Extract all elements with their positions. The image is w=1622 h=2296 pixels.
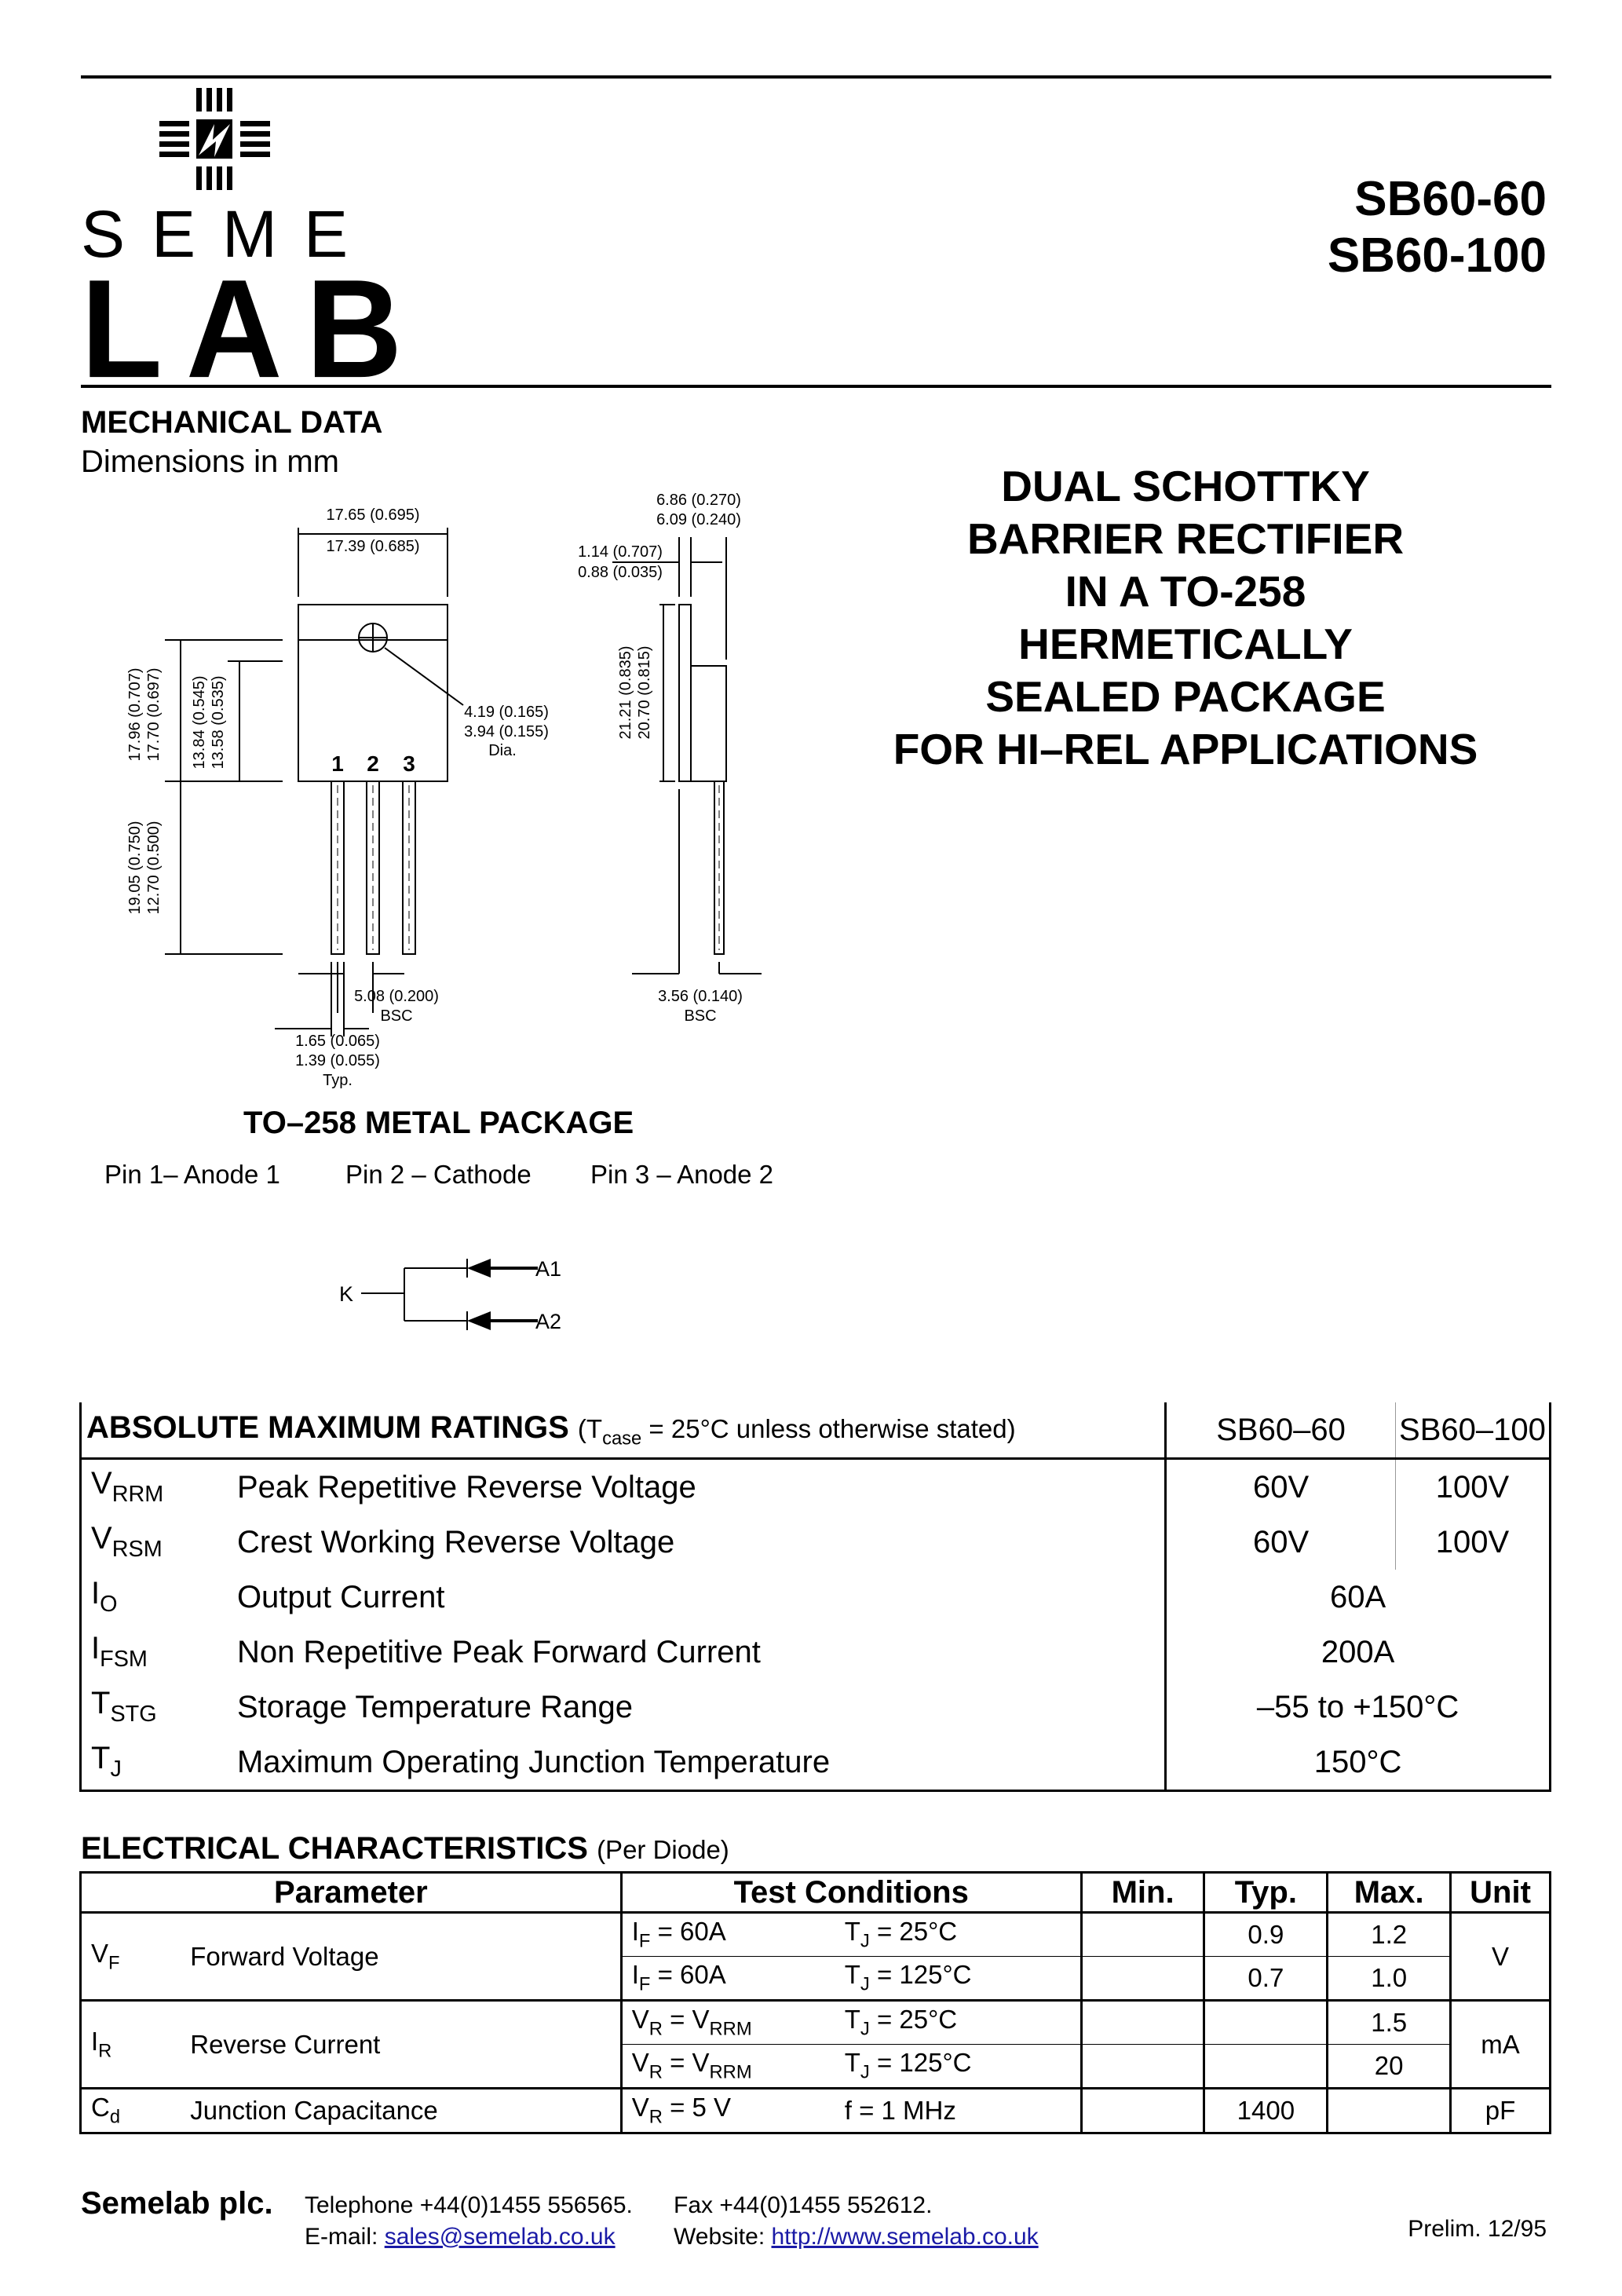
- desc-line: FOR HI–REL APPLICATIONS: [893, 725, 1478, 773]
- amr-title: ABSOLUTE MAXIMUM RATINGS ($T_{case} = 25^\circ C$ unless otherwise stated): [81, 1402, 1166, 1459]
- ec-header-row: [81, 1873, 1551, 1913]
- dim-dia-1: 4.19 (0.165): [464, 704, 549, 721]
- prelim-date: Prelim. 12/95: [1408, 2216, 1547, 2242]
- dim-pitch-1: 5.08 (0.200): [354, 988, 439, 1005]
- amr-header-row: [81, 1402, 1551, 1459]
- dim-pitch-2: BSC: [380, 1007, 413, 1025]
- schematic-a1: A1: [535, 1257, 562, 1281]
- table-row: $V_R = V_{RRM}$ $T_J = 125^\circ C$ 20: [81, 2045, 1551, 2089]
- table-row: $T_J$ Maximum Operating Junction Temperature 150°C: [81, 1735, 1551, 1791]
- website-line: Website: http://www.semelab.co.uk: [674, 2224, 1039, 2250]
- diode-schematic: [330, 1245, 581, 1347]
- desc-line: BARRIER RECTIFIER: [966, 514, 1405, 563]
- diode-a2-icon: [467, 1311, 491, 1330]
- dim-dia-2: 3.94 (0.155): [464, 723, 549, 740]
- table-row: $I_R$ Reverse Current $V_R = V_{RRM}$ $T_J = 25^\circ C$ 1.5 mA: [81, 2001, 1551, 2045]
- table-row: $C_d$ Junction Capacitance $V_R = 5$ V f = 1 MHz 1400 pF: [81, 2089, 1551, 2133]
- top-rule: [81, 75, 1551, 79]
- ec-col-unit: Unit: [1470, 1874, 1531, 1910]
- table-row: $T_{STG}$ Storage Temperature Range –55 to +150°C: [81, 1680, 1551, 1735]
- website-link[interactable]: http://www.semelab.co.uk: [771, 2224, 1039, 2250]
- dim-body-h-2: 17.70 (0.697): [145, 667, 163, 762]
- dim-width-2: 17.39 (0.685): [326, 538, 420, 555]
- absolute-maximum-ratings-table: [79, 1402, 1551, 1792]
- table-row: $V_F$ Forward Voltage $I_F = 60A$ $T_J = 25^\circ C$ 0.9 1.2 V: [81, 1913, 1551, 1957]
- dimensions-subheading: Dimensions in mm: [81, 444, 339, 479]
- dim-flange-2: 0.88 (0.035): [578, 564, 663, 581]
- part-number-2: SB60-100: [1327, 229, 1547, 283]
- dim-sl-2: BSC: [684, 1007, 717, 1025]
- dim-width-1: 17.65 (0.695): [326, 506, 420, 524]
- dim-lw-2: 1.39 (0.055): [295, 1052, 380, 1069]
- ec-col-min: Min.: [1081, 1873, 1204, 1913]
- package-title: TO–258 METAL PACKAGE: [243, 1106, 634, 1140]
- electrical-characteristics-heading: ELECTRICAL CHARACTERISTICS (Per Diode): [81, 1831, 729, 1866]
- semelab-logo: [81, 85, 426, 408]
- pin-2-label: Pin 2 – Cathode: [345, 1160, 532, 1189]
- desc-line: HERMETICALLY: [1018, 620, 1353, 668]
- email-line: E-mail: sales@semelab.co.uk: [305, 2224, 616, 2250]
- fax: Fax +44(0)1455 552612.: [674, 2192, 933, 2218]
- mechanical-data-heading: MECHANICAL DATA: [81, 405, 383, 440]
- table-row: $I_F = 60A$ $T_J = 125^\circ C$ 0.7 1.0: [81, 1957, 1551, 2001]
- dim-lw-1: 1.65 (0.065): [295, 1033, 380, 1050]
- dim-sh-2: 20.70 (0.815): [636, 645, 653, 740]
- desc-line: DUAL SCHOTTKY: [1001, 462, 1370, 510]
- dim-dia-3: Dia.: [488, 742, 517, 759]
- part-number-1: SB60-60: [1354, 172, 1547, 226]
- pin-1-label: Pin 1– Anode 1: [104, 1160, 280, 1189]
- logo-text-lab: LAB: [81, 250, 426, 408]
- table-row: $I_O$ Output Current 60A: [81, 1570, 1551, 1625]
- product-description: [848, 460, 1523, 776]
- desc-line: SEALED PACKAGE: [985, 672, 1386, 721]
- pin-number-2: 2: [367, 751, 379, 776]
- diode-a1-icon: [467, 1259, 491, 1278]
- logo-text-seme: SEME: [81, 197, 375, 271]
- electrical-characteristics-table: [79, 1871, 1551, 2134]
- dim-sh-1: 21.21 (0.835): [617, 645, 634, 740]
- ec-col-test-conditions: Test Conditions: [621, 1873, 1081, 1913]
- schematic-k: K: [339, 1282, 354, 1306]
- table-row: $V_{RSM}$ Crest Working Reverse Voltage 60V 100V: [81, 1515, 1551, 1570]
- pin-number-3: 3: [403, 751, 415, 776]
- pin-number-1: 1: [331, 751, 344, 776]
- dim-side-1: 6.86 (0.270): [656, 492, 741, 509]
- desc-line: IN A TO-258: [1065, 567, 1306, 616]
- dim-body-h-1: 17.96 (0.707): [126, 667, 144, 762]
- dim-hole-1: 13.84 (0.545): [191, 675, 208, 770]
- schematic-a2: A2: [535, 1310, 562, 1333]
- package-drawing: [110, 487, 801, 1099]
- company-name: Semelab plc.: [81, 2186, 273, 2221]
- dim-flange-1: 1.14 (0.707): [578, 543, 663, 561]
- pin-3-label: Pin 3 – Anode 2: [590, 1160, 774, 1189]
- dim-lead-2: 12.70 (0.500): [145, 821, 163, 915]
- ec-col-parameter: Parameter: [81, 1873, 622, 1913]
- ec-col-typ: Typ.: [1204, 1873, 1328, 1913]
- dim-side-2: 6.09 (0.240): [656, 511, 741, 528]
- telephone: Telephone +44(0)1455 556565.: [305, 2192, 633, 2218]
- table-row: $I_{FSM}$ Non Repetitive Peak Forward Current 200A: [81, 1625, 1551, 1680]
- dim-hole-2: 13.58 (0.535): [210, 675, 227, 770]
- table-row: $V_{RRM}$ Peak Repetitive Reverse Voltage 60V 100V: [81, 1459, 1551, 1515]
- dim-sl-1: 3.56 (0.140): [658, 988, 743, 1005]
- amr-col-sb60-60: SB60–60: [1166, 1402, 1396, 1459]
- dim-lead-1: 19.05 (0.750): [126, 821, 144, 915]
- email-link[interactable]: sales@semelab.co.uk: [384, 2224, 616, 2250]
- ec-col-max: Max.: [1328, 1873, 1451, 1913]
- amr-col-sb60-100: SB60–100: [1395, 1402, 1550, 1459]
- dim-lw-3: Typ.: [323, 1072, 353, 1089]
